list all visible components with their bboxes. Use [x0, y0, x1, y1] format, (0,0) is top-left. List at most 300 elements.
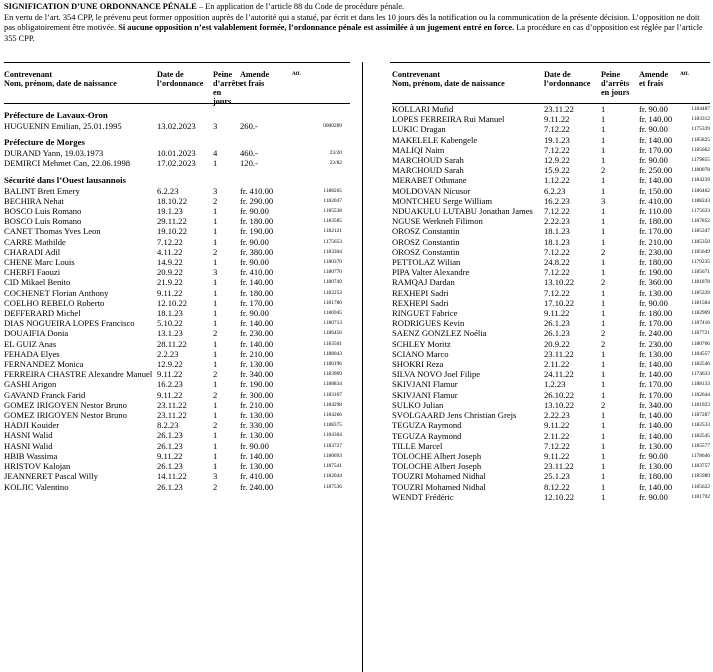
fine-amount: fr. 170.00	[639, 379, 673, 390]
offender-name: SULKO Julian	[392, 399, 444, 410]
offender-name: EL GUIZ Anas	[4, 338, 57, 349]
offender-name: MARCHOUD Sarah	[392, 165, 464, 176]
table-row	[392, 349, 710, 359]
penalty-days: 1	[601, 369, 606, 380]
offender-name: GOMEZ IRIGOYEN Nestor Bruno	[4, 399, 127, 410]
case-number: 1187536	[323, 483, 342, 490]
order-date: 18.1.23	[157, 308, 183, 319]
order-date: 16.2.23	[157, 379, 183, 390]
order-date: 6.2.23	[544, 185, 566, 196]
table-row	[4, 277, 350, 287]
penalty-days: 1	[213, 318, 218, 329]
penalty-days: 1	[601, 134, 606, 145]
offender-name: CID Mikael Benito	[4, 277, 71, 288]
penalty-days: 1	[601, 216, 606, 227]
penalty-days: 1	[213, 216, 218, 227]
case-number: 1182047	[323, 197, 342, 204]
order-date: 17.10.22	[544, 297, 575, 308]
case-number: 1181780	[323, 299, 342, 306]
order-date: 7.12.22	[157, 236, 183, 247]
offender-name: CHERFI Faouzi	[4, 267, 61, 278]
offender-name: MALIQI Naim	[392, 144, 445, 155]
penalty-days: 1	[213, 206, 218, 217]
offender-name: MAKELELE Kabengele	[392, 134, 478, 145]
order-date: 24.8.22	[544, 257, 570, 268]
fine-amount: fr. 140.00	[240, 277, 274, 288]
case-number: 1188265	[323, 187, 342, 194]
order-date: 26.1.23	[157, 430, 183, 441]
penalty-days: 3	[601, 195, 606, 206]
penalty-days: 1	[601, 318, 606, 329]
order-date: 7.12.22	[544, 124, 570, 135]
fine-amount: fr. 110.00	[639, 206, 672, 217]
offender-name: BOSCO Luis Romano	[4, 206, 82, 217]
case-number: 1183304	[323, 248, 342, 255]
penalty-days: 1	[601, 104, 606, 114]
case-number: 1185339	[691, 289, 710, 296]
table-row	[4, 121, 350, 131]
penalty-days: 3	[213, 185, 218, 196]
table-row	[392, 461, 710, 471]
fine-amount: fr. 210.00	[240, 399, 274, 410]
case-number: 1180693	[323, 452, 342, 459]
right-column	[392, 66, 710, 502]
case-number: 1184364	[323, 432, 342, 439]
case-number: 1185622	[691, 483, 710, 490]
case-number: 1182533	[691, 422, 710, 429]
fine-amount: fr. 140.00	[240, 450, 274, 461]
order-date: 26.1.23	[157, 440, 183, 451]
case-number: 23/82	[329, 160, 342, 167]
order-date: 8.12.22	[544, 481, 570, 492]
fine-amount: fr. 90.00	[240, 308, 269, 319]
table-row	[392, 114, 710, 124]
fine-amount: fr. 90.00	[639, 155, 668, 166]
offender-name: SILVA NOVO Joel Filipe	[392, 369, 481, 380]
offender-name: BALINT Brett Emery	[4, 185, 80, 196]
fine-amount: fr. 130.00	[639, 348, 673, 359]
penalty-days: 1	[601, 440, 606, 451]
table-row	[4, 308, 350, 318]
fine-amount: fr. 140.00	[639, 481, 673, 492]
case-number: 1185662	[691, 146, 710, 153]
fine-amount: fr. 140.00	[639, 410, 673, 421]
table-row	[4, 390, 350, 400]
order-date: 29.11.22	[157, 216, 187, 227]
penalty-days: 1	[213, 348, 218, 359]
fine-amount: fr. 90.00	[240, 206, 269, 217]
penalty-days: 1	[601, 155, 606, 166]
order-date: 7.12.22	[544, 246, 570, 257]
offender-name: MARCHOUD Sarah	[392, 155, 464, 166]
table-row	[392, 247, 710, 257]
offender-name: SHOKRI Reza	[392, 359, 444, 370]
table-row	[392, 431, 710, 441]
case-number: 1184557	[691, 350, 710, 357]
table-row	[392, 482, 710, 492]
fine-amount: fr. 230.00	[240, 328, 274, 339]
table-row	[392, 196, 710, 206]
penalty-days: 1	[213, 277, 218, 288]
case-number: 1179235	[691, 259, 710, 266]
table-row	[392, 318, 710, 328]
col-header-name: Contrevenant Nom, prénom, date de naissance	[4, 70, 117, 88]
penalty-days: 2	[601, 399, 606, 410]
case-number: 1188133	[691, 381, 710, 388]
offender-name: JEANNERET Pascal Willy	[4, 471, 98, 482]
fine-amount: fr. 90.00	[240, 440, 269, 451]
order-date: 2.11.22	[544, 430, 570, 441]
case-number: 1186456	[323, 330, 342, 337]
fine-amount: fr. 90.00	[639, 491, 668, 502]
order-date: 26.1.23	[157, 461, 183, 472]
offender-name: PETTOLAZ Wilian	[392, 257, 461, 268]
table-row	[4, 430, 350, 440]
order-date: 15.9.22	[544, 165, 570, 176]
order-date: 9.11.22	[544, 450, 570, 461]
case-number: 1188043	[323, 350, 342, 357]
table-row	[4, 148, 350, 158]
case-number: 1180370	[323, 259, 342, 266]
case-number: 1175633	[691, 208, 710, 215]
notice-text: En vertu de l’art. 354 CPP, le prévenu peut former opposition auprès de l’autorité qui a statué, par écrit et dans les 10 jours dès la notification ou la communication de la présente décision. L’opposition ne doit pas obligatoirement être motivée.	[4, 12, 700, 33]
penalty-days: 2	[213, 389, 218, 400]
case-number: 1175653	[323, 238, 342, 245]
offender-name: HBIB Wassima	[4, 450, 58, 461]
order-date: 9.11.22	[157, 369, 183, 380]
fine-amount: fr. 140.00	[240, 318, 274, 329]
table-row	[4, 318, 350, 328]
case-number: 1187852	[691, 218, 710, 225]
case-number: 1184266	[323, 412, 342, 419]
table-row	[392, 308, 710, 318]
table-row	[4, 410, 350, 420]
offender-name: NGUSE Werkneh Filimon	[392, 216, 483, 227]
fine-amount: fr. 290.00	[240, 195, 274, 206]
fine-amount: fr. 300.00	[240, 389, 274, 400]
table-row	[392, 400, 710, 410]
offender-name: NDUAKULU LUTABU Jonathan James	[392, 206, 533, 217]
penalty-days: 1	[601, 236, 606, 247]
order-date: 26.10.22	[544, 389, 575, 400]
table-row	[392, 135, 710, 145]
order-date: 23.11.22	[157, 399, 187, 410]
case-number: 1185577	[691, 442, 710, 449]
notice-intro: – En application de l’article 88 du Code de procédure pénale.	[196, 2, 405, 11]
fine-amount: fr. 130.00	[639, 461, 673, 472]
col-header-date: Date de l’ordonnance	[157, 70, 204, 88]
penalty-days: 1	[601, 420, 606, 431]
fine-amount: fr. 230.00	[639, 246, 673, 257]
penalty-days: 2	[601, 338, 606, 349]
order-date: 13.10.22	[544, 399, 575, 410]
case-number: 1180749	[323, 279, 342, 286]
fine-amount: fr. 340.00	[240, 369, 274, 380]
col-header-aff: Aff.	[292, 71, 301, 77]
penalty-days: 1	[601, 461, 606, 472]
col-header-penalty: Peine d’arrêts en jours	[213, 70, 242, 106]
offender-name: OROSZ Constantin	[392, 226, 460, 237]
fine-amount: fr. 180.00	[639, 257, 673, 268]
table-row	[4, 349, 350, 359]
case-number: 1181792	[691, 493, 710, 500]
order-date: 23.11.22	[157, 410, 187, 421]
case-number: 1181584	[691, 299, 710, 306]
penalty-days: 3	[213, 267, 218, 278]
offender-name: REXHEPI Sadri	[392, 297, 449, 308]
penalty-days: 1	[213, 308, 218, 319]
table-row	[392, 410, 710, 420]
order-date: 24.11.22	[544, 369, 574, 380]
offender-name: RODRIGUES Kevin	[392, 318, 465, 329]
order-date: 19.1.23	[157, 206, 183, 217]
offender-name: MERABET Othmane	[392, 175, 467, 186]
penalty-days: 2	[213, 481, 218, 492]
offender-name: CHARADI Adil	[4, 246, 61, 257]
offender-name: SCIANO Marco	[392, 348, 449, 359]
table-row	[392, 155, 710, 165]
offender-name: LUKIC Dragan	[392, 124, 446, 135]
table-row	[4, 441, 350, 451]
case-number: 1184487	[691, 106, 710, 112]
case-number: 1180766	[691, 340, 710, 347]
table-row	[4, 328, 350, 338]
penalty-days: 1	[601, 257, 606, 268]
penalty-days: 1	[213, 226, 218, 237]
offender-name: DOUAIFIA Donia	[4, 328, 69, 339]
order-date: 13.02.2023	[157, 121, 196, 131]
case-number: 1184298	[323, 401, 342, 408]
fine-amount: fr. 150.00	[639, 185, 673, 196]
section-heading: Préfecture de Morges	[4, 137, 85, 148]
fine-amount: fr. 170.00	[639, 318, 673, 329]
order-date: 18.1.23	[544, 226, 570, 237]
order-date: 21.9.22	[157, 277, 183, 288]
penalty-days: 1	[601, 185, 606, 196]
fine-amount: fr. 130.00	[240, 430, 274, 441]
penalty-days: 1	[601, 175, 606, 186]
case-number: 1184239	[691, 177, 710, 184]
fine-amount: 460.-	[240, 148, 258, 159]
fine-amount: fr. 140.00	[639, 175, 673, 186]
table-row	[4, 196, 350, 206]
section-heading: Préfecture de Lavaux-Oron	[4, 110, 108, 120]
offender-name: GOMEZ IRIGOYEN Nestor Bruno	[4, 410, 127, 421]
case-number: 1186462	[691, 187, 710, 194]
fine-amount: fr. 250.00	[639, 165, 673, 176]
penalty-days: 1	[213, 450, 218, 461]
order-date: 26.1.23	[544, 318, 570, 329]
case-number: 1180713	[323, 320, 342, 327]
offender-name: SKIVJANI Flamur	[392, 379, 458, 390]
table-row	[392, 298, 710, 308]
case-number: 1188834	[323, 381, 342, 388]
offender-name: MOLDOVAN Nicusor	[392, 185, 471, 196]
notice-text-bold: Si aucune opposition n’est valablement formée, l’ordonnance pénale est assimilée à un jugement entré en force.	[118, 23, 515, 33]
penalty-days: 1	[601, 287, 606, 298]
order-date: 2.2.23	[157, 348, 179, 359]
case-number: 1182644	[691, 391, 710, 398]
penalty-days: 1	[601, 491, 606, 502]
case-number: 1182909	[691, 310, 710, 317]
order-date: 2.22.23	[544, 410, 570, 421]
fine-amount: fr. 340.00	[639, 399, 673, 410]
order-date: 10.01.2023	[157, 148, 196, 159]
penalty-days: 1	[601, 410, 606, 421]
table-row	[392, 165, 710, 175]
case-number: 1183167	[323, 391, 342, 398]
offender-name: BECHIRA Nehat	[4, 195, 64, 206]
table-row	[4, 267, 350, 277]
offender-name: CHENE Marc Louis	[4, 257, 75, 268]
offender-name: COCHENET Florian Anthony	[4, 287, 109, 298]
penalty-days: 1	[213, 359, 218, 370]
offender-name: RAMQAJ Dardan	[392, 277, 455, 288]
col-header-amount: Amende et frais	[639, 70, 669, 88]
fine-amount: fr. 180.00	[639, 471, 673, 482]
fine-amount: fr. 410.00	[240, 471, 274, 482]
fine-amount: fr. 90.00	[639, 297, 668, 308]
section-heading: Sécurité dans l’Ouest lausannois	[4, 174, 126, 185]
fine-amount: fr. 210.00	[639, 236, 673, 247]
table-row	[4, 461, 350, 471]
table-header	[4, 66, 350, 104]
offender-name: HUGUENIN Emilian, 25.01.1995	[4, 121, 122, 131]
fine-amount: fr. 180.00	[240, 287, 274, 298]
order-date: 9.11.22	[544, 114, 570, 125]
penalty-days: 1	[601, 471, 606, 482]
col-header-amount: Amende et frais	[240, 70, 270, 88]
offender-name: TEGUZA Raymond	[392, 420, 462, 431]
table-row	[392, 237, 710, 247]
order-date: 9.11.22	[544, 420, 570, 431]
order-date: 18.10.22	[157, 195, 188, 206]
penalty-days: 1	[601, 359, 606, 370]
fine-amount: fr. 380.00	[240, 246, 274, 257]
case-number: 1187416	[691, 320, 710, 327]
table-row	[392, 441, 710, 451]
penalty-days: 1	[601, 450, 606, 461]
penalty-days: 1	[213, 338, 218, 349]
table-row	[392, 359, 710, 369]
penalty-days: 4	[213, 148, 218, 159]
penalty-days: 1	[213, 410, 218, 421]
fine-amount: fr. 180.00	[240, 216, 274, 227]
fine-amount: fr. 170.00	[639, 389, 673, 400]
table-header	[392, 66, 710, 104]
case-number: 1185825	[691, 136, 710, 143]
order-date: 14.9.22	[157, 257, 183, 268]
case-number: 1182545	[691, 432, 710, 439]
penalty-days: 1	[601, 124, 606, 135]
offender-name: GAVAND Franck Farid	[4, 389, 86, 400]
order-date: 9.11.22	[544, 308, 570, 319]
case-number: 1180196	[323, 361, 342, 368]
penalty-days: 1	[213, 399, 218, 410]
column-divider	[362, 62, 363, 672]
offender-name: PIPA Valter Alexandre	[392, 267, 470, 278]
order-date: 12.10.22	[157, 297, 188, 308]
table-row	[4, 237, 350, 247]
order-date: 7.12.22	[544, 206, 570, 217]
penalty-days: 3	[213, 121, 218, 131]
offender-name: WENDT Frédéric	[392, 491, 454, 502]
order-date: 13.10.22	[544, 277, 575, 288]
penalty-days: 2	[213, 420, 218, 431]
order-date: 8.2.23	[157, 420, 179, 431]
table-row	[4, 400, 350, 410]
right-top-rule	[390, 62, 710, 63]
offender-name: KOLJIC Valentino	[4, 481, 69, 492]
order-date: 23.11.22	[544, 348, 574, 359]
fine-amount: fr. 140.00	[639, 359, 673, 370]
case-number: 1186945	[323, 310, 342, 317]
table-row	[392, 104, 710, 114]
case-number: 1179855	[691, 157, 710, 164]
order-date: 13.1.23	[157, 328, 183, 339]
table-row	[392, 369, 710, 379]
fine-amount: fr. 90.00	[240, 257, 269, 268]
case-number: 1178646	[691, 452, 710, 459]
order-date: 28.11.22	[157, 338, 187, 349]
offender-name: HASNI Walid	[4, 430, 53, 441]
table-row	[392, 420, 710, 430]
table-row	[4, 226, 350, 236]
order-date: 17.02.2023	[157, 158, 196, 169]
offender-name: TOLOCHE Albert Joseph	[392, 450, 482, 461]
case-number: 1185538	[323, 208, 342, 215]
case-number: 1182546	[691, 361, 710, 368]
notice-text-end: La procédure en cas d’opposition est réglée par l’article 355 CPP.	[4, 23, 703, 43]
offender-name: SCHLEY Moritz	[392, 338, 451, 349]
fine-amount: fr. 170.00	[639, 144, 673, 155]
offender-name: FERREIRA CHASTRE Alexandre Manuel	[4, 369, 153, 380]
table-row	[4, 206, 350, 216]
offender-name: TILLE Marcel	[392, 440, 443, 451]
fine-amount: fr. 190.00	[240, 226, 274, 237]
offender-name: CANET Thomas Yves Leon	[4, 226, 101, 237]
order-date: 9.11.22	[157, 389, 183, 400]
offender-name: KOLLARI Mufid	[392, 104, 454, 114]
fine-amount: fr. 230.00	[639, 338, 673, 349]
col-header-date: Date de l’ordonnance	[544, 70, 591, 88]
table-row	[4, 359, 350, 369]
table-row	[4, 257, 350, 267]
offender-name: DEFFERARD Michel	[4, 308, 81, 319]
offender-name: COELHO REBELO Roberto	[4, 297, 105, 308]
table-row	[392, 451, 710, 461]
case-number: 1187541	[323, 463, 342, 470]
table-row	[4, 216, 350, 226]
penalty-days: 1	[213, 379, 218, 390]
offender-name: DIAS NOGUEIRA LOPES Francisco	[4, 318, 135, 329]
case-number: 1181878	[691, 279, 710, 286]
col-header-aff: Aff.	[680, 71, 689, 77]
case-number: 1174633	[691, 371, 710, 378]
offender-name: SKIVJANI Flamur	[392, 389, 458, 400]
order-date: 23.11.22	[544, 104, 574, 114]
order-date: 2.11.22	[544, 359, 570, 370]
offender-name: GASHI Arigon	[4, 379, 57, 390]
order-date: 20.9.22	[157, 267, 183, 278]
offender-name: CARRE Mathilde	[4, 236, 66, 247]
notice-header	[4, 2, 708, 44]
case-number: 1183501	[323, 340, 342, 347]
order-date: 4.11.22	[157, 246, 183, 257]
fine-amount: fr. 90.00	[240, 236, 269, 247]
offender-name: RINGUET Fabrice	[392, 308, 458, 319]
table-row	[392, 339, 710, 349]
